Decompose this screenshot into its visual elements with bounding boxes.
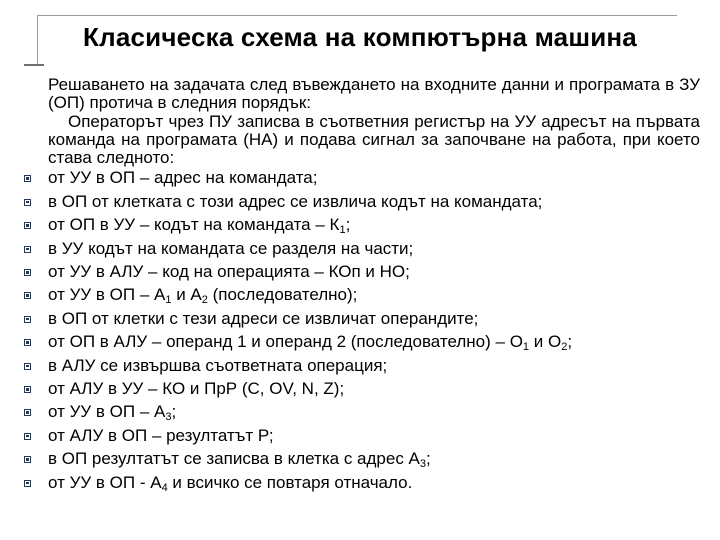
- list-item: [30, 378, 700, 401]
- list-item-text: в ОП от клетки с тези адреси се извличат операндите;: [48, 308, 479, 328]
- list-item: [30, 308, 700, 331]
- body-text: [30, 76, 700, 495]
- list-item: [30, 191, 700, 214]
- list-item: [30, 355, 700, 378]
- list-item-text: в ОП от клетката с този адрес се извлича кодът на командата;: [48, 191, 543, 211]
- intro-paragraph: Решаването на задачата след въвеждането на входните данни и програмата в ЗУ (ОП) протича в следния порядък:: [48, 75, 700, 113]
- list-item-text: от ОП в УУ – кодът на командата – $К_1$;: [48, 215, 351, 237]
- square-bullet-icon: [24, 386, 31, 393]
- list-item: [30, 425, 700, 448]
- square-bullet-icon: [24, 269, 31, 276]
- list-item: [30, 167, 700, 190]
- list-item-text: от АЛУ в ОП – резултатът Р;: [48, 425, 274, 445]
- list-item: [30, 472, 700, 495]
- square-bullet-icon: [24, 339, 31, 346]
- list-item-text: от ОП в АЛУ – операнд 1 и операнд 2 (последователно) – $О_1$ и $О_2$;: [48, 332, 573, 354]
- square-bullet-icon: [24, 480, 31, 487]
- square-bullet-icon: [24, 363, 31, 370]
- top-divider: [37, 15, 677, 16]
- square-bullet-icon: [24, 292, 31, 299]
- list-item: [30, 401, 700, 424]
- list-item-text: в УУ кодът на командата се разделя на части;: [48, 238, 414, 258]
- square-bullet-icon: [24, 316, 31, 323]
- list-item-text: от УУ в ОП – $А_3$;: [48, 402, 177, 424]
- list-item-text: от УУ в ОП – $А_1$ и $А_2$ (последователно);: [48, 285, 358, 307]
- list-item-text: в АЛУ се извършва съответната операция;: [48, 355, 388, 375]
- operator-paragraph: Операторът чрез ПУ записва в съответния регистър на УУ адресът на първата команда на програмата (НА) и подава сигнал за започване на работа, при което става следното:: [48, 111, 700, 168]
- square-bullet-icon: [24, 175, 31, 182]
- square-bullet-icon: [24, 433, 31, 440]
- title-accent-line: [24, 64, 44, 66]
- square-bullet-icon: [24, 246, 31, 253]
- list-item: [30, 261, 700, 284]
- page-title: Класическа схема на компютърна машина: [83, 22, 637, 52]
- list-item-text: в ОП резултатът се записва в клетка с адрес $А_3$;: [48, 449, 431, 471]
- list-item-text: от УУ в ОП – адрес на командата;: [48, 168, 318, 188]
- list-item-text: от УУ в АЛУ – код на операцията – КОп и НО;: [48, 262, 410, 282]
- list-item: [30, 284, 700, 307]
- steps-list: [30, 167, 700, 494]
- list-item-text: от УУ в ОП - $А_4$ и всичко се повтаря отначало.: [48, 472, 413, 494]
- list-item: [30, 331, 700, 354]
- square-bullet-icon: [24, 456, 31, 463]
- list-item: [30, 238, 700, 261]
- square-bullet-icon: [24, 199, 31, 206]
- square-bullet-icon: [24, 409, 31, 416]
- list-item-text: от АЛУ в УУ – КО и ПрР (С, OV, N, Z);: [48, 379, 345, 398]
- list-item: [30, 448, 700, 471]
- square-bullet-icon: [24, 222, 31, 229]
- list-item: [30, 214, 700, 237]
